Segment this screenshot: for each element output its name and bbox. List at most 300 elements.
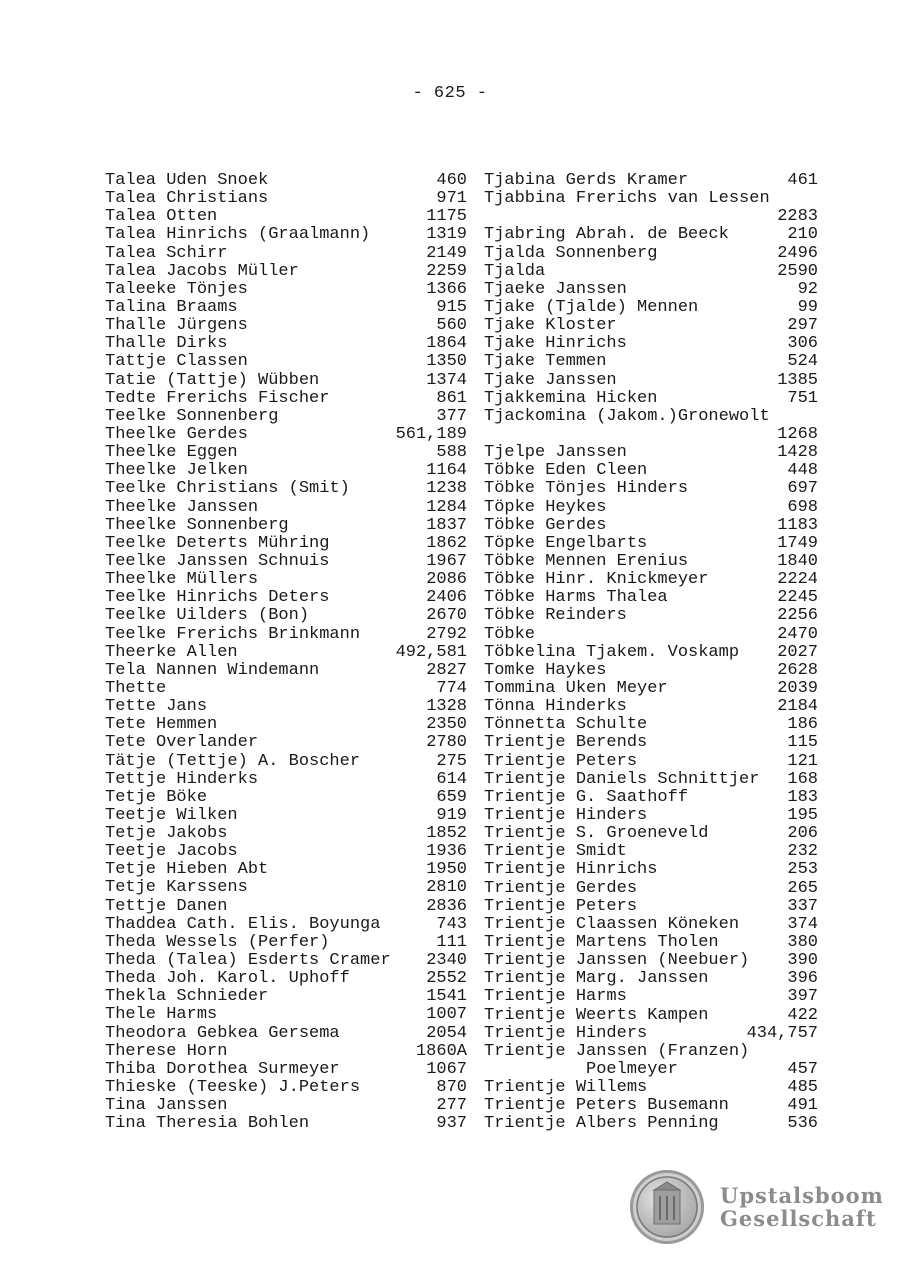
register-entry	[484, 952, 818, 970]
entry-name: Tina Theresia Bohlen	[105, 1114, 310, 1134]
entry-number: 751	[787, 388, 818, 408]
entry-name: Töbke Reinders	[484, 606, 627, 626]
entry-name: Tjake Kloster	[484, 316, 617, 336]
entry-name: Töbke	[484, 624, 536, 644]
entry-number: 1366	[426, 279, 467, 299]
register-entry	[484, 408, 818, 444]
register-entry	[484, 281, 818, 299]
entry-name: Theelke Janssen	[105, 497, 259, 517]
entry-name: Trientje Claassen Köneken	[484, 914, 740, 934]
entry-number: 485	[787, 1078, 818, 1098]
entry-name: Trientje Janssen (Neebuer)	[484, 951, 750, 971]
register-entry	[484, 571, 818, 589]
register-entry	[105, 172, 467, 190]
entry-number: 297	[787, 316, 818, 336]
entry-name: Tjackomina (Jakom.)Gronewolt	[484, 406, 770, 426]
register-entry	[484, 372, 818, 390]
register-entry	[484, 771, 818, 789]
entry-number: 396	[787, 969, 818, 989]
entry-name: Tjake Temmen	[484, 352, 607, 372]
register-entry	[105, 1115, 467, 1133]
register-entry	[484, 263, 818, 281]
register-entry	[484, 535, 818, 553]
entry-number: 397	[787, 987, 818, 1007]
entry-name: Tetje Böke	[105, 787, 208, 807]
register-entry	[105, 245, 467, 263]
entry-number: 2283	[777, 207, 818, 227]
register-entry	[105, 190, 467, 208]
entry-number: 195	[787, 805, 818, 825]
register-entry	[105, 335, 467, 353]
entry-number: 183	[787, 787, 818, 807]
register-entry	[484, 753, 818, 771]
entry-number: 491	[787, 1096, 818, 1116]
entry-number: 1862	[426, 533, 467, 553]
register-entry	[105, 879, 467, 897]
register-entry	[484, 626, 818, 644]
entry-name: Talea Schirr	[105, 243, 228, 263]
entry-number: 115	[787, 733, 818, 753]
entry-name: Teelke Christians (Smit)	[105, 479, 350, 499]
entry-name: Thiba Dorothea Surmeyer	[105, 1059, 340, 1079]
register-entry	[105, 1025, 467, 1043]
entry-number: 1860A	[415, 1041, 467, 1061]
entry-name: Trientje Harms	[484, 987, 627, 1007]
register-entry	[484, 789, 818, 807]
entry-number: 2780	[426, 733, 467, 753]
entry-name: Tjabbina Frerichs van Lessen	[484, 189, 770, 209]
entry-number: 306	[787, 334, 818, 354]
entry-number: 2086	[426, 570, 467, 590]
entry-number: 374	[787, 914, 818, 934]
register-entry	[484, 172, 818, 190]
entry-number: 2224	[777, 570, 818, 590]
register-entry	[484, 916, 818, 934]
entry-name: Trientje S. Groeneveld	[484, 824, 709, 844]
entry-number: 2039	[777, 678, 818, 698]
entry-number: 253	[787, 860, 818, 880]
entry-number: 697	[787, 479, 818, 499]
entry-number: 2406	[426, 588, 467, 608]
entry-number: 422	[787, 1005, 818, 1025]
register-entry	[105, 898, 467, 916]
register-entry	[105, 299, 467, 317]
register-entry	[105, 934, 467, 952]
entry-name: Tönna Hinderks	[484, 697, 627, 717]
entry-number: 1328	[426, 697, 467, 717]
register-entry	[484, 553, 818, 571]
entry-name: Thieske (Teeske) J.Peters	[105, 1078, 361, 1098]
entry-number: 492,581	[395, 642, 467, 662]
entry-number: 2628	[777, 660, 818, 680]
entry-name: Tjabina Gerds Kramer	[484, 171, 689, 190]
entry-number: 560	[436, 316, 467, 336]
register-entry	[105, 281, 467, 299]
entry-number: 2827	[426, 660, 467, 680]
register-entry	[105, 988, 467, 1006]
entry-number: 870	[436, 1078, 467, 1098]
register-entry	[484, 807, 818, 825]
register-entry	[105, 263, 467, 281]
entry-name: Teetje Jacobs	[105, 842, 238, 862]
register-entry	[484, 462, 818, 480]
entry-name: Töbke Hinr. Knickmeyer	[484, 570, 709, 590]
entry-number: 915	[436, 297, 467, 317]
entry-name: Töbke Tönjes Hinders	[484, 479, 689, 499]
register-entry	[484, 970, 818, 988]
register-entry	[105, 952, 467, 970]
entry-name: Tommina Uken Meyer	[484, 678, 668, 698]
entry-number: 659	[436, 787, 467, 807]
entry-name: Trientje Berends	[484, 733, 648, 753]
entry-name: Trientje Gerdes	[484, 878, 638, 898]
entry-name: Talea Otten	[105, 207, 218, 227]
register-entry	[105, 226, 467, 244]
entry-number: 277	[436, 1096, 467, 1116]
register-entry	[484, 226, 818, 244]
society-logo	[630, 1170, 884, 1246]
entry-number: 1164	[426, 461, 467, 481]
register-entry	[484, 988, 818, 1006]
entry-name: Tetje Karssens	[105, 878, 248, 898]
entry-name: Tina Janssen	[105, 1096, 228, 1116]
entry-number: 275	[436, 751, 467, 771]
register-entry	[484, 517, 818, 535]
register-entry	[105, 499, 467, 517]
entry-number: 2470	[777, 624, 818, 644]
register-entry	[105, 535, 467, 553]
entry-name: Teelke Sonnenberg	[105, 406, 279, 426]
entry-name: Theelke Sonnenberg	[105, 515, 289, 535]
register-entry	[484, 716, 818, 734]
entry-name: Tettje Danen	[105, 896, 228, 916]
entry-name: Theelke Müllers	[105, 570, 259, 590]
entry-name: Theda (Talea) Esderts Cramer	[105, 951, 391, 971]
entry-number: 2552	[426, 969, 467, 989]
entry-name: Tjelpe Janssen	[484, 443, 627, 463]
entry-name: Trientje Marg. Janssen	[484, 969, 709, 989]
entry-number: 971	[436, 189, 467, 209]
entry-name: Teelke Hinrichs Deters	[105, 588, 330, 608]
entry-name: Tela Nannen Windemann	[105, 660, 320, 680]
entry-name: Trientje Weerts Kampen	[484, 1005, 709, 1025]
entry-name: Talea Jacobs Müller	[105, 261, 299, 281]
entry-name: Tetje Hieben Abt	[105, 860, 269, 880]
entry-number: 1284	[426, 497, 467, 517]
entry-number: 2256	[777, 606, 818, 626]
entry-name: Talea Hinrichs (Graalmann)	[105, 225, 371, 245]
register-entry	[105, 825, 467, 843]
register-entry	[484, 499, 818, 517]
entry-name: Tätje (Tettje) A. Boscher	[105, 751, 361, 771]
entry-number: 111	[436, 932, 467, 952]
entry-number: 1067	[426, 1059, 467, 1079]
entry-number: 2027	[777, 642, 818, 662]
register-entry	[105, 644, 467, 662]
register-entry	[105, 716, 467, 734]
entry-number: 168	[787, 769, 818, 789]
entry-number: 2670	[426, 606, 467, 626]
register-entry	[105, 1061, 467, 1079]
register-entry	[105, 753, 467, 771]
register-entry	[484, 245, 818, 263]
register-entry	[484, 444, 818, 462]
register-entry	[105, 916, 467, 934]
entry-name: Trientje Daniels Schnittjer	[484, 769, 760, 789]
entry-name: Tjakkemina Hicken	[484, 388, 658, 408]
entry-name: Talea Christians	[105, 189, 269, 209]
entry-number: 2245	[777, 588, 818, 608]
register-entry	[105, 553, 467, 571]
register-entry	[105, 1097, 467, 1115]
entry-name: Tjalda	[484, 261, 546, 281]
entry-name: Teetje Wilken	[105, 805, 238, 825]
entry-number: 390	[787, 951, 818, 971]
entry-number: 2054	[426, 1023, 467, 1043]
entry-name: Trientje Smidt	[484, 842, 627, 862]
register-entry	[105, 662, 467, 680]
entry-name: Trientje Hinders	[484, 1023, 648, 1043]
entry-name: Tjabring Abrah. de Beeck	[484, 225, 729, 245]
entry-number: 1840	[777, 551, 818, 571]
entry-number: 1428	[777, 443, 818, 463]
register-entry	[105, 734, 467, 752]
entry-name: Teelke Frerichs Brinkmann	[105, 624, 361, 644]
entry-name: Tattje Classen	[105, 352, 248, 372]
entry-name: Trientje Martens Tholen	[484, 932, 719, 952]
register-entry	[105, 861, 467, 879]
entry-number: 1385	[777, 370, 818, 390]
right-register-column	[484, 172, 818, 1133]
entry-number: 2496	[777, 243, 818, 263]
entry-name: Tjalda Sonnenberg	[484, 243, 658, 263]
entry-name: Töbke Mennen Erenius	[484, 551, 689, 571]
entry-number: 1749	[777, 533, 818, 553]
register-entry	[484, 390, 818, 408]
register-entry	[105, 372, 467, 390]
entry-number: 2836	[426, 896, 467, 916]
entry-number: 1350	[426, 352, 467, 372]
entry-number: 1183	[777, 515, 818, 535]
entry-name: Trientje Willems	[484, 1078, 648, 1098]
entry-name: Töbke Gerdes	[484, 515, 607, 535]
register-entry	[484, 1007, 818, 1025]
entry-number: 99	[797, 298, 818, 317]
entry-number: 1541	[426, 987, 467, 1007]
entry-number: 186	[787, 715, 818, 735]
register-entry	[105, 807, 467, 825]
entry-number: 2259	[426, 261, 467, 281]
register-entry	[105, 1043, 467, 1061]
register-entry	[484, 934, 818, 952]
register-entry	[105, 517, 467, 535]
entry-number: 434,757	[746, 1023, 818, 1043]
register-entry	[484, 480, 818, 498]
entry-name: Teelke Janssen Schnuis	[105, 551, 330, 571]
entry-name: Tjaeke Janssen	[484, 279, 627, 299]
register-entry	[105, 626, 467, 644]
entry-number: 380	[787, 932, 818, 952]
left-register-column	[105, 172, 467, 1133]
entry-number: 861	[436, 388, 467, 408]
register-entry	[105, 970, 467, 988]
register-entry	[105, 480, 467, 498]
entry-name: Poelmeyer	[586, 1059, 678, 1079]
entry-number: 1837	[426, 515, 467, 535]
register-entry	[105, 1079, 467, 1097]
entry-name: Thalle Jürgens	[105, 316, 248, 336]
page-number: - 625 -	[412, 84, 488, 103]
register-entry	[484, 353, 818, 371]
register-entry	[484, 662, 818, 680]
entry-number: 2184	[777, 697, 818, 717]
entry-number: 1864	[426, 334, 467, 354]
entry-name: Talina Braams	[105, 297, 238, 317]
register-entry	[105, 571, 467, 589]
register-entry	[484, 190, 818, 226]
entry-name: Trientje Peters	[484, 751, 638, 771]
register-entry	[105, 789, 467, 807]
entry-number: 1175	[426, 207, 467, 227]
entry-name: Tjake (Tjalde) Mennen	[484, 298, 699, 317]
entry-number: 1319	[426, 225, 467, 245]
register-entry	[105, 771, 467, 789]
entry-name: Thaddea Cath. Elis. Boyunga	[105, 914, 381, 934]
entry-name: Töbke Eden Cleen	[484, 461, 648, 481]
entry-name: Theelke Eggen	[105, 443, 238, 463]
entry-name: Theda Joh. Karol. Uphoff	[105, 969, 350, 989]
entry-number: 743	[436, 914, 467, 934]
entry-number: 460	[436, 171, 467, 190]
entry-name: Töbke Harms Thalea	[484, 588, 668, 608]
entry-name: Trientje Albers Penning	[484, 1114, 719, 1134]
entry-number: 210	[787, 225, 818, 245]
entry-number: 1374	[426, 370, 467, 390]
register-entry	[484, 880, 818, 898]
entry-number: 2340	[426, 951, 467, 971]
entry-number: 1238	[426, 479, 467, 499]
entry-name: Trientje Peters	[484, 896, 638, 916]
entry-number: 536	[787, 1114, 818, 1134]
entry-name: Theelke Jelken	[105, 461, 248, 481]
entry-number: 2792	[426, 624, 467, 644]
register-entry	[105, 208, 467, 226]
entry-number: 1967	[426, 551, 467, 571]
register-entry	[484, 589, 818, 607]
register-entry	[484, 1025, 818, 1043]
entry-number: 232	[787, 842, 818, 862]
entry-number: 1268	[777, 425, 818, 444]
register-entry	[105, 462, 467, 480]
entry-name: Tjake Janssen	[484, 370, 617, 390]
entry-name: Therese Horn	[105, 1041, 228, 1061]
entry-number: 1852	[426, 824, 467, 844]
entry-name: Tete Overlander	[105, 733, 259, 753]
entry-name: Tjake Hinrichs	[484, 334, 627, 354]
register-entry	[484, 1079, 818, 1097]
entry-name: Tetje Jakobs	[105, 824, 228, 844]
register-entry	[105, 607, 467, 625]
entry-number: 774	[436, 678, 467, 698]
entry-name: Töpke Heykes	[484, 497, 607, 517]
entry-number: 2350	[426, 715, 467, 735]
entry-name: Thalle Dirks	[105, 334, 228, 354]
entry-name: Tette Jans	[105, 697, 208, 717]
register-entry	[484, 1061, 818, 1079]
entry-name: Teelke Uilders (Bon)	[105, 606, 310, 626]
entry-number: 561,189	[395, 424, 467, 444]
register-entry	[105, 390, 467, 408]
entry-name: Tettje Hinderks	[105, 769, 259, 789]
entry-name: Tönnetta Schulte	[484, 715, 648, 735]
upstalsboom-seal-icon	[630, 1170, 704, 1244]
register-entry	[105, 426, 467, 444]
entry-number: 265	[787, 878, 818, 898]
entry-number: 588	[436, 443, 467, 463]
entry-name: Töpke Engelbarts	[484, 533, 648, 553]
register-entry	[105, 408, 467, 426]
entry-name: Trientje Hinders	[484, 805, 648, 825]
entry-name: Thette	[105, 678, 167, 698]
entry-number: 2149	[426, 243, 467, 263]
register-entry	[484, 898, 818, 916]
entry-name: Trientje Hinrichs	[484, 860, 658, 880]
register-entry	[484, 680, 818, 698]
entry-name: Thekla Schnieder	[105, 987, 269, 1007]
register-entry	[484, 1115, 818, 1133]
entry-number: 2590	[777, 261, 818, 281]
register-entry	[105, 444, 467, 462]
register-entry	[484, 825, 818, 843]
logo-line-1: Upstalsboom	[720, 1183, 884, 1208]
register-entry	[484, 698, 818, 716]
entry-name: Trientje G. Saathoff	[484, 787, 689, 807]
entry-name: Theodora Gebkea Gersema	[105, 1023, 340, 1043]
entry-name: Töbkelina Tjakem. Voskamp	[484, 642, 740, 662]
register-entry	[484, 1043, 818, 1061]
entry-name: Tete Hemmen	[105, 715, 218, 735]
entry-name: Tatie (Tattje) Wübben	[105, 370, 320, 390]
logo-line-2: Gesellschaft	[720, 1206, 877, 1231]
register-entry	[484, 317, 818, 335]
register-entry	[105, 843, 467, 861]
entry-number: 937	[436, 1114, 467, 1134]
register-entry	[105, 680, 467, 698]
entry-number: 1950	[426, 860, 467, 880]
entry-name: Tedte Frerichs Fischer	[105, 388, 330, 408]
register-entry	[484, 861, 818, 879]
entry-name: Trientje Peters Busemann	[484, 1096, 729, 1116]
entry-number: 614	[436, 769, 467, 789]
entry-number: 377	[436, 406, 467, 426]
entry-name: Thele Harms	[105, 1005, 218, 1025]
entry-number: 448	[787, 461, 818, 481]
register-entry	[484, 734, 818, 752]
entry-number: 698	[787, 497, 818, 517]
entry-name: Theda Wessels (Perfer)	[105, 932, 330, 952]
entry-name: Taleeke Tönjes	[105, 279, 248, 299]
register-entry	[105, 317, 467, 335]
register-entry	[105, 1006, 467, 1024]
entry-number: 1936	[426, 842, 467, 862]
register-entry	[484, 1097, 818, 1115]
entry-number: 457	[787, 1059, 818, 1079]
register-entry	[484, 607, 818, 625]
register-entry	[484, 335, 818, 353]
entry-number: 92	[797, 279, 818, 299]
entry-number: 1007	[426, 1005, 467, 1025]
entry-number: 121	[787, 751, 818, 771]
